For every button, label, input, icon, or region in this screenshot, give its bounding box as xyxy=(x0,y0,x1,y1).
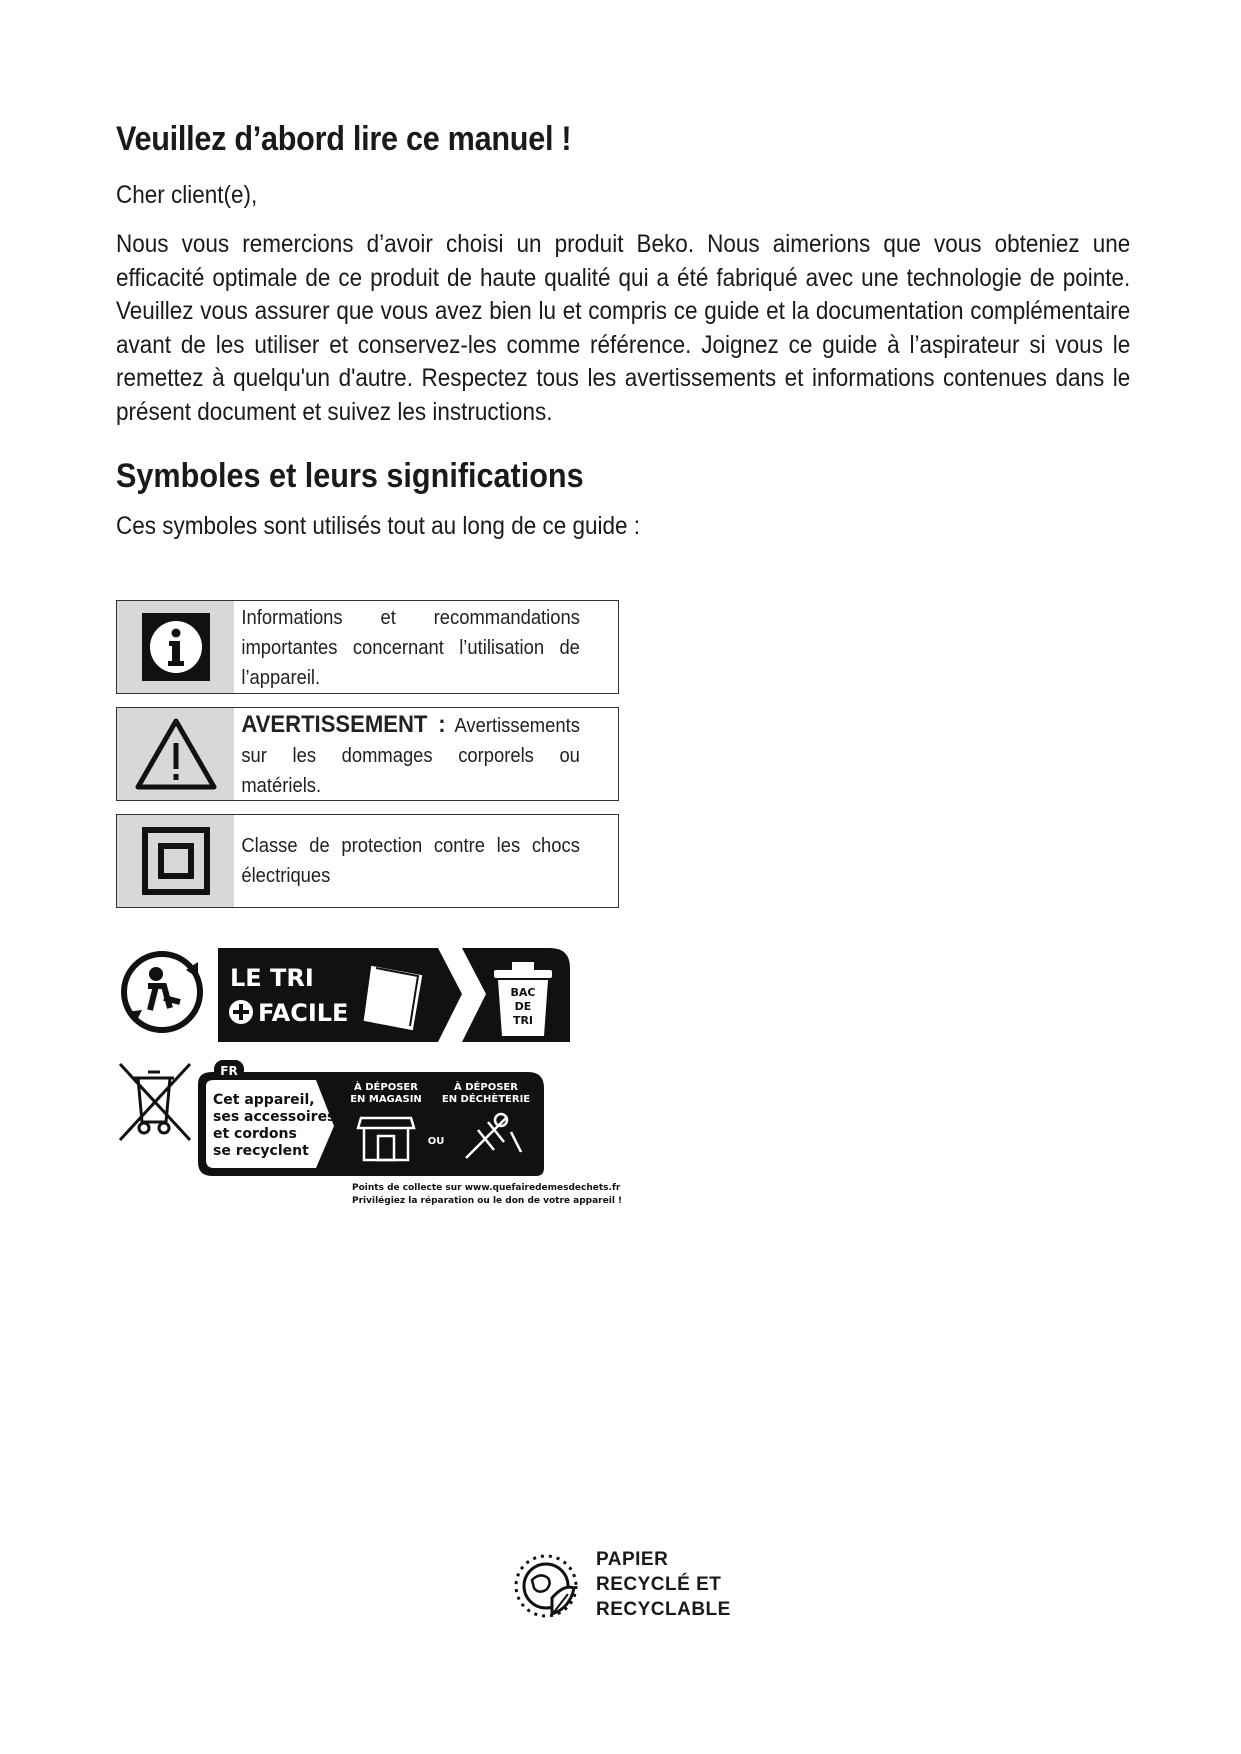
dump-line2: EN DÉCHÈTERIE xyxy=(441,1094,531,1105)
double-square-icon xyxy=(140,825,212,897)
symbols-heading: Symboles et leurs significations xyxy=(116,457,584,495)
intro-paragraph: Nous vous remercions d’avoir choisi un produit Beko. Nous aimerions que vous obteniez une efficacité optimale de ce produit de haute qualité qui a été fabriqué avec une technologie de pointe. Veuillez vous assurer que vous avez bien lu et compris ce guide et la documentation complémentaire avant de les utiliser et conservez-les comme référence. Joignez ce guide à l’aspirateur si vous le remettez à quelqu'un d'autre. Respectez tous les avertissements et informations contenues dans le présent document et suivez les instructions. xyxy=(116,230,1131,426)
store-line1: À DÉPOSER xyxy=(354,1082,418,1093)
store-line2: EN MAGASIN xyxy=(350,1094,422,1105)
triman-footer1: Points de collecte sur www.quefairedemesdechets.fr xyxy=(352,1183,621,1193)
sorting-bin-icon xyxy=(494,962,552,1036)
triman-line1: Cet appareil, xyxy=(213,1092,315,1108)
tri-line2: FACILE xyxy=(258,999,349,1027)
triman-or: OU xyxy=(427,1136,445,1147)
recycled-paper-logo xyxy=(508,1544,731,1624)
info-text: Informations et recommandations importantes concernant l’utilisation de l’appareil. xyxy=(241,607,580,689)
bin-line2: DE xyxy=(514,1000,532,1013)
warning-text: Avertissements sur les dommages corporels ou matériels. xyxy=(241,715,580,797)
recycle-person-icon xyxy=(124,954,200,1030)
triman-line2: ses accessoires xyxy=(213,1109,336,1125)
warning-icon xyxy=(134,717,218,791)
tri-line1: LE TRI xyxy=(230,964,314,992)
greeting: Cher client(e), xyxy=(116,181,258,209)
paper-line2: RECYCLÉ ET xyxy=(596,1573,722,1595)
crossed-bin-icon xyxy=(120,1064,190,1140)
triman-footer2: Privilégiez la réparation ou le don de votre appareil ! xyxy=(352,1196,623,1206)
page-body xyxy=(116,120,1130,541)
triman-country: FR xyxy=(220,1064,238,1078)
symbol-row-warning xyxy=(116,707,619,801)
class2-text: Classe de protection contre les chocs électriques xyxy=(241,835,580,887)
bin-line3: TRI xyxy=(512,1014,534,1027)
paper-line1: PAPIER xyxy=(596,1548,669,1570)
triman-line3: et cordons xyxy=(213,1126,297,1142)
paper-icon xyxy=(362,964,424,1032)
info-icon xyxy=(140,611,212,683)
dump-line1: À DÉPOSER xyxy=(454,1082,518,1093)
page-title: Veuillez d’abord lire ce manuel ! xyxy=(116,120,572,158)
paper-line3: RECYCLABLE xyxy=(596,1598,731,1620)
globe-leaf-icon xyxy=(508,1544,584,1624)
triman-logo xyxy=(116,1060,623,1215)
symbol-row-class2 xyxy=(116,814,619,908)
symbol-row-info xyxy=(116,600,619,694)
triman-line4: se recyclent xyxy=(213,1143,309,1159)
symbols-table xyxy=(116,600,619,921)
bin-line1: BAC xyxy=(510,986,536,999)
tri-facile-logo xyxy=(118,944,574,1051)
symbols-intro: Ces symboles sont utilisés tout au long de ce guide : xyxy=(116,512,641,540)
warning-label: AVERTISSEMENT : xyxy=(241,711,446,738)
